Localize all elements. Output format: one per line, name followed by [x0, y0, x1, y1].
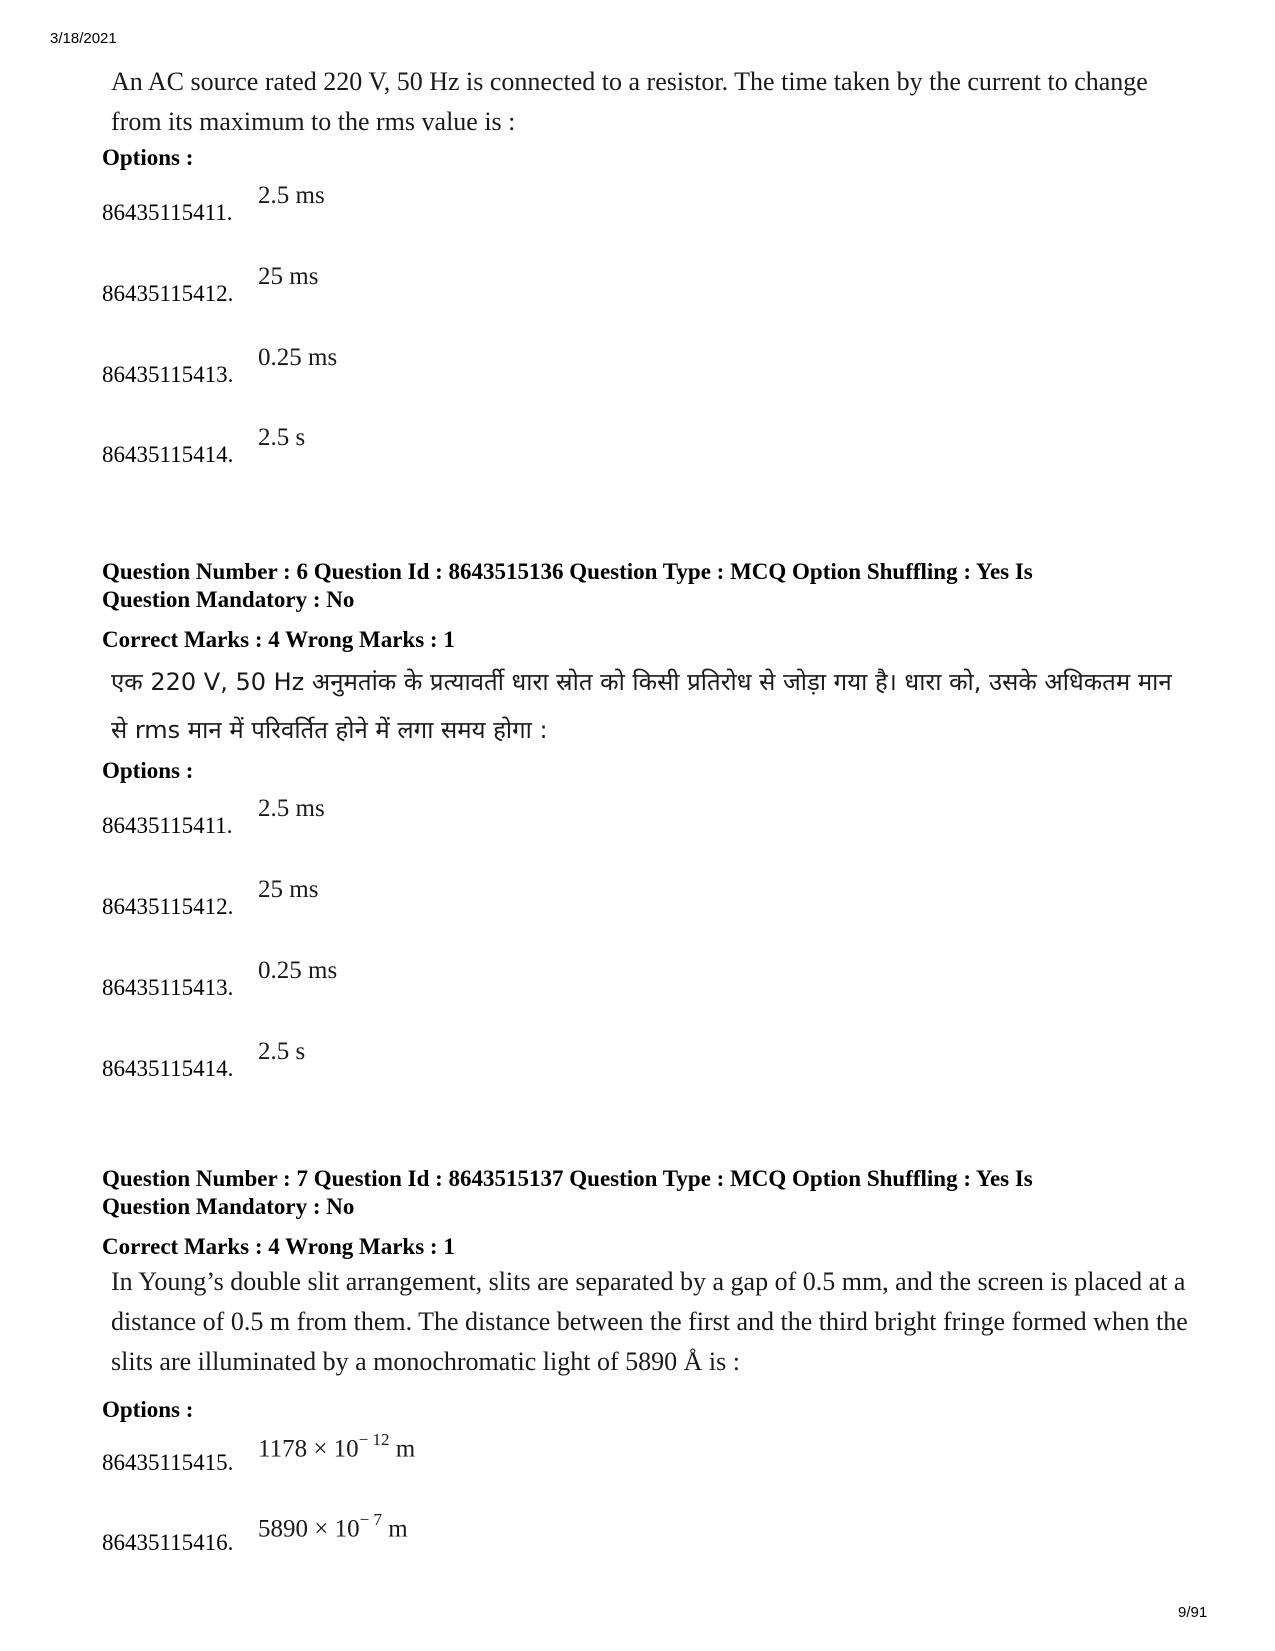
- page-number: 9/91: [1178, 1604, 1208, 1621]
- option-id: 86435115412.: [102, 894, 234, 919]
- option-id: 86435115416.: [102, 1530, 234, 1555]
- print-date: 3/18/2021: [50, 30, 117, 47]
- option-exponent: − 7: [359, 1510, 382, 1529]
- option-id: 86435115413.: [102, 362, 234, 387]
- option-id: 86435115414.: [102, 442, 234, 467]
- option-unit: m: [381, 1515, 408, 1543]
- option-value: 2.5 s: [258, 424, 306, 451]
- option-mantissa: 1178 × 10: [258, 1435, 359, 1463]
- option-unit: m: [389, 1435, 416, 1463]
- question-meta-line: Question Number : 7 Question Id : 8643515137 Question Type : MCQ Option Shuffling : Yes Is: [102, 1166, 1033, 1191]
- question-meta-line: Question Number : 6 Question Id : 8643515136 Question Type : MCQ Option Shuffling : Yes Is: [102, 559, 1033, 584]
- option-exponent: − 12: [358, 1430, 390, 1449]
- option-value: [258, 1512, 408, 1543]
- option-value: 25 ms: [258, 876, 319, 903]
- option-id: 86435115413.: [102, 975, 234, 1000]
- question-marks: Correct Marks : 4 Wrong Marks : 1: [102, 1234, 455, 1259]
- option-value: 25 ms: [258, 263, 319, 290]
- option-value: 2.5 ms: [258, 182, 325, 209]
- option-mantissa: 5890 × 10: [258, 1515, 360, 1543]
- question-mandatory: Question Mandatory : No: [102, 587, 355, 612]
- option-value: 2.5 s: [258, 1038, 306, 1065]
- question-mandatory: Question Mandatory : No: [102, 1194, 355, 1219]
- question-text: In Young’s double slit arrangement, slits are separated by a gap of 0.5 mm, and the screen is placed at a distance of 0.5 m from them. The distance between the first and the third bright fringe formed when the slits are illuminated by a monochromatic light of 5890 Å is :: [111, 1267, 1188, 1376]
- option-id: 86435115414.: [102, 1056, 234, 1081]
- option-value: [258, 1432, 415, 1463]
- option-id: 86435115415.: [102, 1450, 234, 1475]
- question-meta: [102, 1165, 1162, 1221]
- option-value: 2.5 ms: [258, 795, 325, 822]
- question-text: An AC source rated 220 V, 50 Hz is connected to a resistor. The time taken by the current to change from its maximum to the rms value is :: [111, 67, 1148, 136]
- option-id: 86435115411.: [102, 813, 233, 838]
- options-label: Options :: [102, 145, 194, 170]
- option-value: 0.25 ms: [258, 344, 338, 371]
- option-value: 0.25 ms: [258, 957, 338, 984]
- question-meta: [102, 558, 1162, 614]
- option-id: 86435115411.: [102, 200, 233, 225]
- question-text: एक 220 V, 50 Hz अनुमतांक के प्रत्यावर्ती धारा स्रोत को किसी प्रतिरोध से जोड़ा गया है। धारा को, उसके अधिकतम मान से rms मान में परिवर्तित होने में लगा समय होगा :: [111, 668, 1172, 744]
- option-id: 86435115412.: [102, 281, 234, 306]
- options-label: Options :: [102, 1397, 194, 1422]
- question-marks: Correct Marks : 4 Wrong Marks : 1: [102, 627, 455, 652]
- options-label: Options :: [102, 758, 194, 783]
